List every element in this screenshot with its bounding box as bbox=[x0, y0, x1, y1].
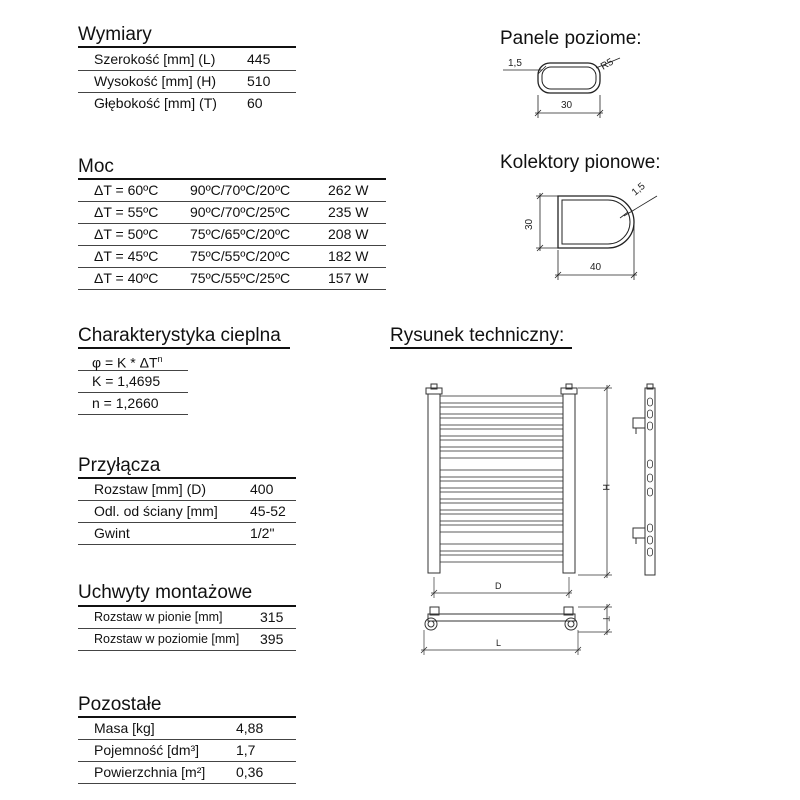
row-value: 1,7 bbox=[236, 742, 256, 758]
top-panel bbox=[428, 614, 575, 621]
delta-cell: ΔT = 60ºC bbox=[94, 182, 159, 198]
rysunek-title: Rysunek techniczny: bbox=[390, 325, 565, 346]
moc-title: Moc bbox=[78, 156, 114, 177]
row-label: Gwint bbox=[94, 525, 130, 541]
pozostale-title: Pozostałe bbox=[78, 694, 162, 715]
dim-width-label: 30 bbox=[561, 100, 573, 111]
power-cell: 157 W bbox=[328, 270, 369, 286]
left-collector bbox=[428, 393, 440, 573]
delta-cell: ΔT = 50ºC bbox=[94, 226, 159, 242]
row-value: 0,36 bbox=[236, 764, 264, 780]
row-label: Pojemność [dm³] bbox=[94, 742, 200, 758]
k-value: K = 1,4695 bbox=[92, 373, 161, 389]
label-l: L bbox=[496, 638, 502, 648]
wall-bracket-upper bbox=[633, 418, 645, 428]
row-label: Rozstaw [mm] (D) bbox=[94, 481, 206, 497]
temps-cell: 75ºC/65ºC/20ºC bbox=[190, 226, 291, 242]
dim-width-label: 40 bbox=[590, 262, 602, 273]
formula-exponent: n bbox=[157, 354, 163, 364]
temps-cell: 90ºC/70ºC/25ºC bbox=[190, 204, 291, 220]
temps-cell: 75ºC/55ºC/20ºC bbox=[190, 248, 291, 264]
horizontal-panels bbox=[440, 396, 563, 562]
temps-cell: 90ºC/70ºC/20ºC bbox=[190, 182, 291, 198]
row-label: Rozstaw w pionie [mm] bbox=[94, 610, 223, 624]
label-d: D bbox=[495, 581, 502, 591]
delta-cell: ΔT = 40ºC bbox=[94, 270, 159, 286]
power-cell: 235 W bbox=[328, 204, 369, 220]
dim-thickness-label: 1,5 bbox=[508, 58, 522, 69]
dim-radius-label: R5 bbox=[599, 56, 616, 73]
row-value: 1/2" bbox=[250, 525, 275, 541]
row-label: Masa [kg] bbox=[94, 720, 155, 736]
right-collector bbox=[563, 393, 575, 573]
power-cell: 182 W bbox=[328, 248, 369, 264]
row-label: Wysokość [mm] (H) bbox=[94, 73, 216, 89]
row-label: Szerokość [mm] (L) bbox=[94, 51, 216, 67]
row-value: 60 bbox=[247, 95, 263, 111]
n-value: n = 1,2660 bbox=[92, 395, 159, 411]
row-label: Odl. od ściany [mm] bbox=[94, 503, 218, 519]
row-value: 4,88 bbox=[236, 720, 264, 736]
top-connector-right bbox=[565, 618, 577, 630]
row-value: 395 bbox=[260, 631, 284, 647]
panele-title: Panele poziome: bbox=[500, 28, 642, 49]
row-value: 510 bbox=[247, 73, 271, 89]
power-cell: 262 W bbox=[328, 182, 369, 198]
dim-height-label: 30 bbox=[524, 218, 535, 230]
uchwyty-title: Uchwyty montażowe bbox=[78, 582, 253, 603]
side-panel-slots bbox=[648, 398, 653, 556]
przylacza-title: Przyłącza bbox=[78, 455, 161, 476]
side-collector bbox=[645, 388, 655, 575]
power-cell: 208 W bbox=[328, 226, 369, 242]
top-connector-right-inner bbox=[568, 621, 574, 627]
delta-cell: ΔT = 45ºC bbox=[94, 248, 159, 264]
wymiary-title: Wymiary bbox=[78, 24, 152, 45]
row-value: 315 bbox=[260, 609, 284, 625]
row-value: 45-52 bbox=[250, 503, 286, 519]
charakterystyka-title: Charakterystyka cieplna bbox=[78, 325, 281, 346]
label-h: H bbox=[601, 484, 611, 491]
kolektory-title: Kolektory pionowe: bbox=[500, 152, 661, 173]
row-value: 400 bbox=[250, 481, 274, 497]
row-value: 445 bbox=[247, 51, 271, 67]
top-connector-left bbox=[425, 618, 437, 630]
top-connector-left-inner bbox=[428, 621, 434, 627]
row-label: Powierzchnia [m²] bbox=[94, 764, 206, 780]
formula-base: φ = K * ΔT bbox=[92, 354, 158, 371]
row-label: Głębokość [mm] (T) bbox=[94, 95, 217, 111]
wall-bracket-lower bbox=[633, 528, 645, 538]
temps-cell: 75ºC/55ºC/25ºC bbox=[190, 270, 291, 286]
row-label: Rozstaw w poziomie [mm] bbox=[94, 632, 240, 646]
label-t: T bbox=[601, 616, 611, 622]
delta-cell: ΔT = 55ºC bbox=[94, 204, 159, 220]
dim-thickness-label: 1,5 bbox=[629, 180, 648, 199]
